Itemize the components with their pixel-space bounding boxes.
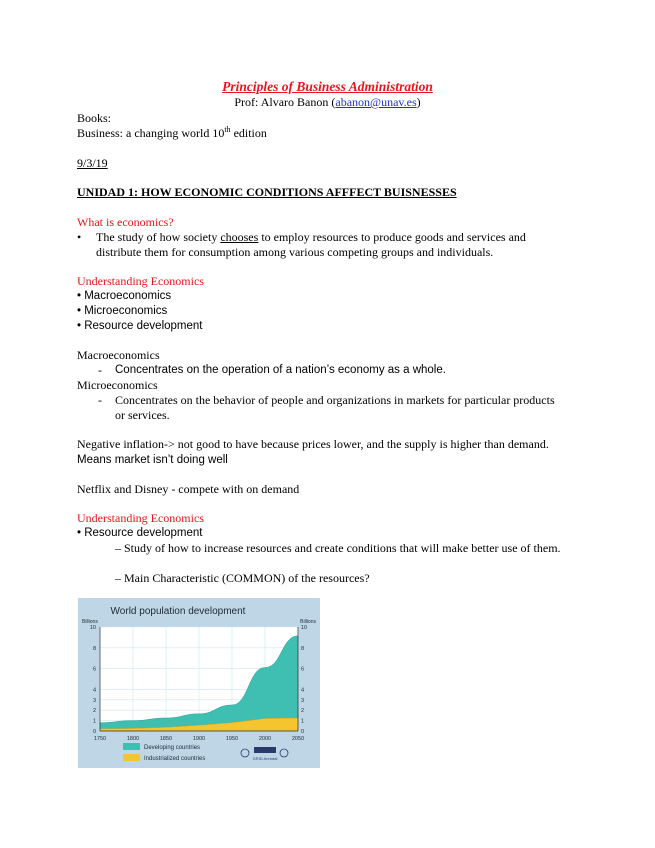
def-pre: The study of how society bbox=[96, 230, 221, 244]
book-sup: th bbox=[224, 125, 231, 134]
list-item-resource: • Resource development bbox=[77, 320, 203, 332]
macro-def-text: Concentrates on the operation of a nation’s economy as a whole. bbox=[115, 364, 446, 376]
y-tick-label-left: 1 bbox=[92, 718, 96, 725]
inflation-pre: Negative inflation-> not good to have because prices lower, and the supply is higher than demand. bbox=[77, 437, 549, 451]
list-item-macro: • Macroeconomics bbox=[77, 290, 172, 302]
def-post: to employ resources to produce goods and services and distribute them for consumption among various competing groups and individuals. bbox=[96, 230, 526, 259]
def-chooses: chooses bbox=[220, 230, 259, 244]
grid-logo-icon bbox=[254, 747, 276, 753]
inflation-post: Means market isn’t doing well bbox=[77, 454, 228, 466]
rd-characteristic-line: – Main Characteristic (COMMON) of the resources? bbox=[115, 571, 370, 585]
question-heading: What is economics? bbox=[77, 215, 174, 229]
population-chart bbox=[78, 598, 320, 768]
bullet-glyph: • bbox=[77, 230, 82, 244]
y-tick-label-left: 8 bbox=[92, 645, 96, 652]
x-tick-label: 1900 bbox=[192, 736, 206, 742]
legend-swatch bbox=[123, 743, 140, 750]
y-axis-label-right: Billions bbox=[300, 619, 316, 625]
y-tick-label-right: 4 bbox=[301, 687, 305, 694]
y-tick-label-right: 2 bbox=[301, 708, 305, 715]
section-heading-2: Understanding Economics bbox=[77, 511, 204, 525]
macro-label: Macroeconomics bbox=[77, 348, 160, 362]
unit-heading: UNIDAD 1: HOW ECONOMIC CONDITIONS AFFFECT BUISNESSES bbox=[77, 185, 457, 199]
x-tick-label: 1850 bbox=[159, 736, 173, 742]
y-tick-label-left: 3 bbox=[92, 697, 96, 704]
micro-label: Microeconomics bbox=[77, 378, 158, 392]
legend-label: Industrialized countries bbox=[144, 756, 206, 762]
y-tick-label-right: 6 bbox=[301, 666, 305, 673]
y-tick-label-left: 10 bbox=[89, 625, 96, 631]
rd-study-line: – Study of how to increase resources and create conditions that will make better use of them. bbox=[115, 541, 561, 555]
legend-swatch bbox=[123, 754, 140, 761]
prof-suffix: ) bbox=[416, 95, 421, 109]
y-tick-label-left: 6 bbox=[92, 666, 96, 673]
y-tick-label-right: 8 bbox=[301, 645, 305, 652]
book-line bbox=[77, 126, 267, 141]
y-tick-label-right: 10 bbox=[301, 625, 308, 631]
section-heading-1: Understanding Economics bbox=[77, 274, 204, 288]
books-label: Books: bbox=[77, 111, 112, 125]
definition-text bbox=[96, 230, 567, 260]
book-title: Business: a changing world 10 bbox=[77, 126, 225, 140]
x-tick-label: 1950 bbox=[225, 736, 239, 742]
chart-title: World population development bbox=[110, 606, 246, 617]
x-tick-label: 1750 bbox=[93, 736, 107, 742]
inflation-text bbox=[77, 437, 567, 468]
source-label: GRID Arendal bbox=[252, 756, 278, 761]
x-tick-label: 1800 bbox=[126, 736, 140, 742]
prof-email-link[interactable]: abanon@unav.es bbox=[335, 95, 417, 109]
dash-glyph: - bbox=[98, 363, 102, 377]
x-tick-label: 2000 bbox=[258, 736, 272, 742]
y-axis-label-left: Billions bbox=[82, 619, 98, 625]
y-tick-label-right: 3 bbox=[301, 697, 305, 704]
y-tick-label-right: 1 bbox=[301, 718, 305, 725]
y-tick-label-left: 4 bbox=[92, 687, 96, 694]
list-item-micro: • Microeconomics bbox=[77, 305, 168, 317]
dash-glyph: - bbox=[98, 393, 102, 407]
resource-development-bullet: • Resource development bbox=[77, 527, 203, 539]
date: 9/3/19 bbox=[77, 156, 108, 170]
netflix-note: Netflix and Disney - compete with on demand bbox=[77, 482, 300, 496]
y-tick-label-right: 0 bbox=[301, 729, 305, 735]
population-chart-svg bbox=[78, 598, 320, 768]
prof-prefix: Prof: Alvaro Banon ( bbox=[234, 95, 336, 109]
book-tail: edition bbox=[230, 126, 267, 140]
y-tick-label-left: 0 bbox=[92, 729, 96, 735]
micro-def-text: Concentrates on the behavior of people and organizations in markets for particular products or services. bbox=[115, 393, 555, 422]
y-tick-label-left: 2 bbox=[92, 708, 96, 715]
x-tick-label: 2050 bbox=[291, 736, 305, 742]
doc-title: Principles of Business Administration bbox=[222, 79, 433, 94]
professor-line bbox=[0, 95, 655, 110]
legend-label: Developing countries bbox=[144, 745, 201, 751]
